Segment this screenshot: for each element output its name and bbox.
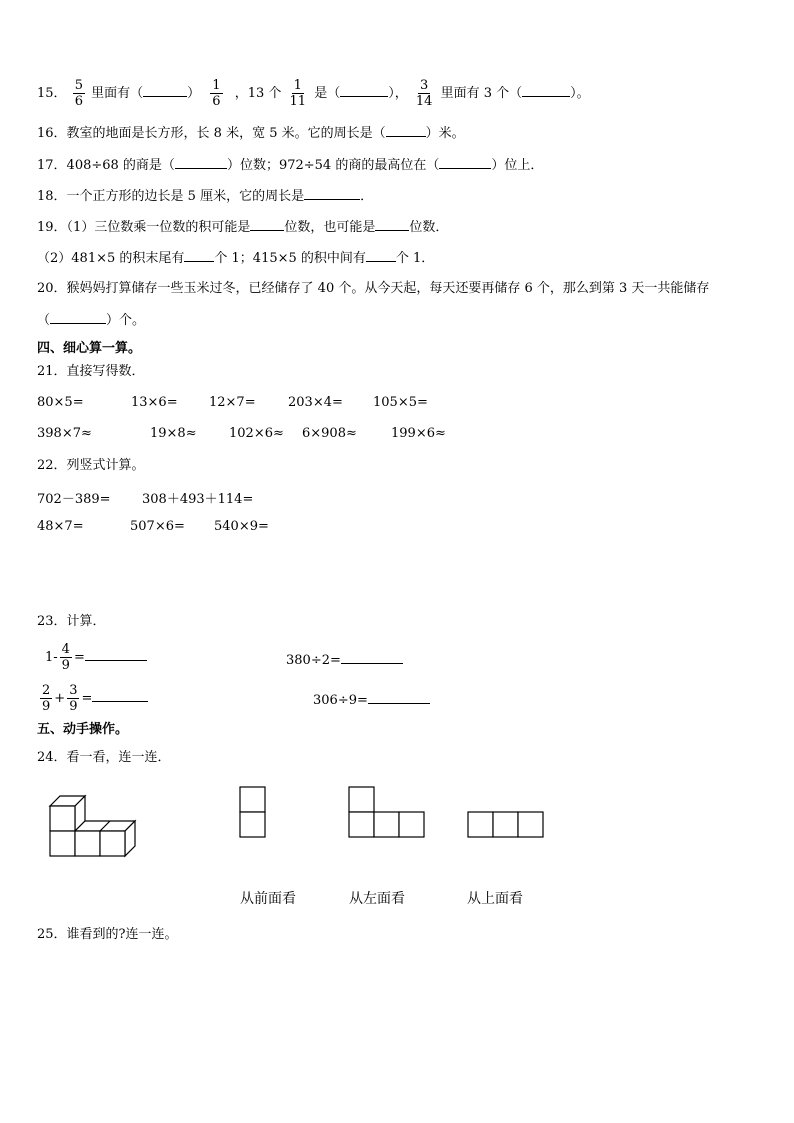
fraction-3-14: $\frac{3}{14}$ [415,78,433,109]
calc-item: 398×7≈ [37,426,92,441]
question-20: 20．猴妈妈打算储存一些玉米过冬，已经储存了 40 个。从今天起，每天还要再储存 6 个，那么到第 3 天一共能储存 [37,281,710,296]
question-25-title: 25．谁看到的?连一连。 [37,927,178,942]
answer-blank[interactable] [375,218,409,231]
section-5-heading: 五、动手操作。 [37,722,129,737]
question-20-answer: （ ）个。 [37,313,146,328]
answer-blank[interactable] [341,651,403,664]
q23-expr-4: 306÷9= [313,691,430,710]
label-left-view[interactable]: 从左面看 [349,891,405,907]
fraction-5-6: $\frac{5}{6}$ [74,78,83,109]
answer-blank[interactable] [143,84,187,97]
calc-item: 13×6= [131,395,178,410]
fraction-1-6: $\frac{1}{6}$ [212,78,221,109]
calc-item: 102×6≈ [229,426,284,441]
question-17: 17．408÷68 的商是（ ）位数；972÷54 的商的最高位在（ ）位上． [37,158,544,173]
calc-item: 203×4= [288,395,343,410]
view-figure-vertical[interactable] [239,786,267,838]
calc-item: 105×5= [373,395,428,410]
answer-blank[interactable] [184,249,214,262]
answer-blank[interactable] [368,691,430,704]
answer-blank[interactable] [250,218,284,231]
label-top-view[interactable]: 从上面看 [467,891,523,907]
calc-item: 308＋493＋114= [142,492,254,507]
calc-item: 540×9= [214,519,269,534]
answer-blank[interactable] [340,84,388,97]
question-16: 16．教室的地面是长方形，长 8 米，宽 5 米。它的周长是（ ）米。 [37,126,465,141]
calc-item: 507×6= [130,519,185,534]
answer-blank[interactable] [366,249,396,262]
answer-blank[interactable] [439,156,491,169]
answer-blank[interactable] [304,187,360,200]
answer-blank[interactable] [50,311,106,324]
answer-blank[interactable] [92,689,148,702]
calc-item: 12×7= [209,395,256,410]
answer-blank[interactable] [386,124,426,137]
question-18: 18．一个正方形的边长是 5 厘米，它的周长是 ． [37,189,374,204]
calc-item: 199×6≈ [391,426,446,441]
section-4-heading: 四、细心算一算。 [37,341,142,356]
question-15: 15． $\frac{5}{6}$ 里面有（ ） $\frac{1}{6}$ ，13 个 $\frac{1}{11}$ 是（ ）， $\frac{3}{14}$ 里面有 3 个（ ）。 [37,78,590,109]
question-19-part1: 19．（1）三位数乘一位数的积可能是 位数，也可能是 位数． [37,220,449,235]
answer-blank[interactable] [522,84,570,97]
question-19-part2: （2）481×5 的积末尾有 个 1；415×5 的积中间有 个 1． [37,251,435,266]
q23-expr-2: 380÷2= [286,651,403,670]
view-figure-row[interactable] [467,811,547,839]
calc-item: 80×5= [37,395,84,410]
question-24-title: 24．看一看，连一连． [37,750,171,765]
answer-blank[interactable] [175,156,227,169]
label-front-view[interactable]: 从前面看 [240,891,296,907]
question-23-title: 23．计算． [37,614,106,629]
calc-item: 6×908≈ [302,426,357,441]
view-figure-l-shape[interactable] [348,786,428,838]
calc-item: 19×8≈ [150,426,197,441]
calc-item: 48×7= [37,519,84,534]
calc-item: 702－389= [37,492,111,507]
fraction-1-11: $\frac{1}{11}$ [289,78,307,109]
q23-expr-1: 1- $\frac{4}{9}$ = [45,642,147,673]
q23-expr-3: $\frac{2}{9}$ + $\frac{3}{9}$ = [38,683,148,714]
answer-blank[interactable] [85,648,147,661]
cube-stack-figure [48,790,138,860]
question-21-title: 21．直接写得数． [37,364,145,379]
question-22-title: 22．列竖式计算。 [37,458,145,473]
